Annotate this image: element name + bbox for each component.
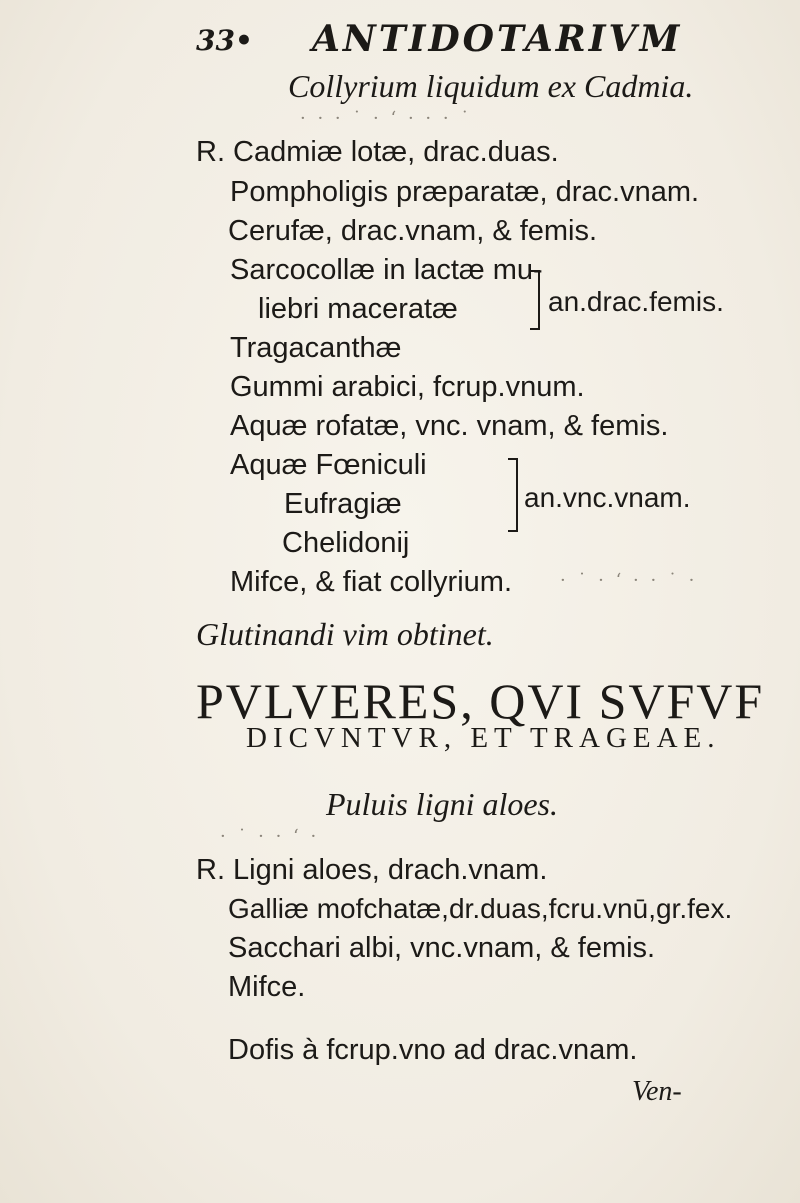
show-through-speckle: · · · ˙ · ‘ · · · ˙ (300, 108, 473, 129)
brace (508, 458, 518, 532)
recipe-note: Glutinandi vim obtinet. (196, 616, 494, 652)
show-through-speckle: · ˙ · ‘ · · ˙ · (560, 570, 698, 591)
recipe-line: R. Ligni aloes, drach.vnam. (196, 854, 548, 886)
recipe-line: Chelidonij (282, 527, 410, 559)
recipe-line: R. Cadmiæ lotæ, drac.duas. (196, 136, 559, 168)
recipe-line: Aquæ rofatæ, vnc. vnam, & femis. (230, 410, 669, 442)
section-title: PVLVERES, QVI SVFVF (196, 673, 765, 729)
section-subtitle: DICVNTVR, ET TRAGEAE. (246, 722, 721, 754)
recipe-line: Sacchari albi, vnc.vnam, & femis. (228, 932, 656, 964)
show-through-speckle: · ˙ · · ‘ · (220, 826, 320, 847)
recipe-heading: Collyrium liquidum ex Cadmia. (288, 68, 694, 104)
recipe-line: Mifce. (228, 971, 306, 1003)
recipe-heading: Puluis ligni aloes. (326, 786, 558, 822)
recipe-line: Galliæ mofchatæ,dr.duas,fcru.vnū,gr.fex. (228, 893, 733, 924)
recipe-line: Cerufæ, drac.vnam, & femis. (228, 215, 598, 247)
recipe-line: Gummi arabici, fcrup.vnum. (230, 371, 585, 403)
recipe-line: Pompholigis præparatæ, drac.vnam. (230, 176, 700, 208)
page-number: 33• (196, 24, 253, 57)
catchword: Ven- (632, 1076, 682, 1107)
recipe-line: Tragacanthæ (230, 332, 402, 364)
recipe-quantity: an.drac.femis. (548, 286, 724, 317)
running-title: ANTIDOTARIVM (312, 18, 683, 60)
recipe-line: Sarcocollæ in lactæ mu- (230, 254, 543, 286)
brace (530, 270, 540, 330)
recipe-line: Mifce, & fiat collyrium. (230, 566, 512, 598)
recipe-line: Aquæ Fœniculi (230, 449, 427, 481)
recipe-quantity: an.vnc.vnam. (524, 482, 691, 513)
dosage-line: Dofis à fcrup.vno ad drac.vnam. (228, 1034, 638, 1066)
recipe-line: Eufragiæ (284, 488, 402, 520)
recipe-line: liebri maceratæ (258, 293, 458, 325)
